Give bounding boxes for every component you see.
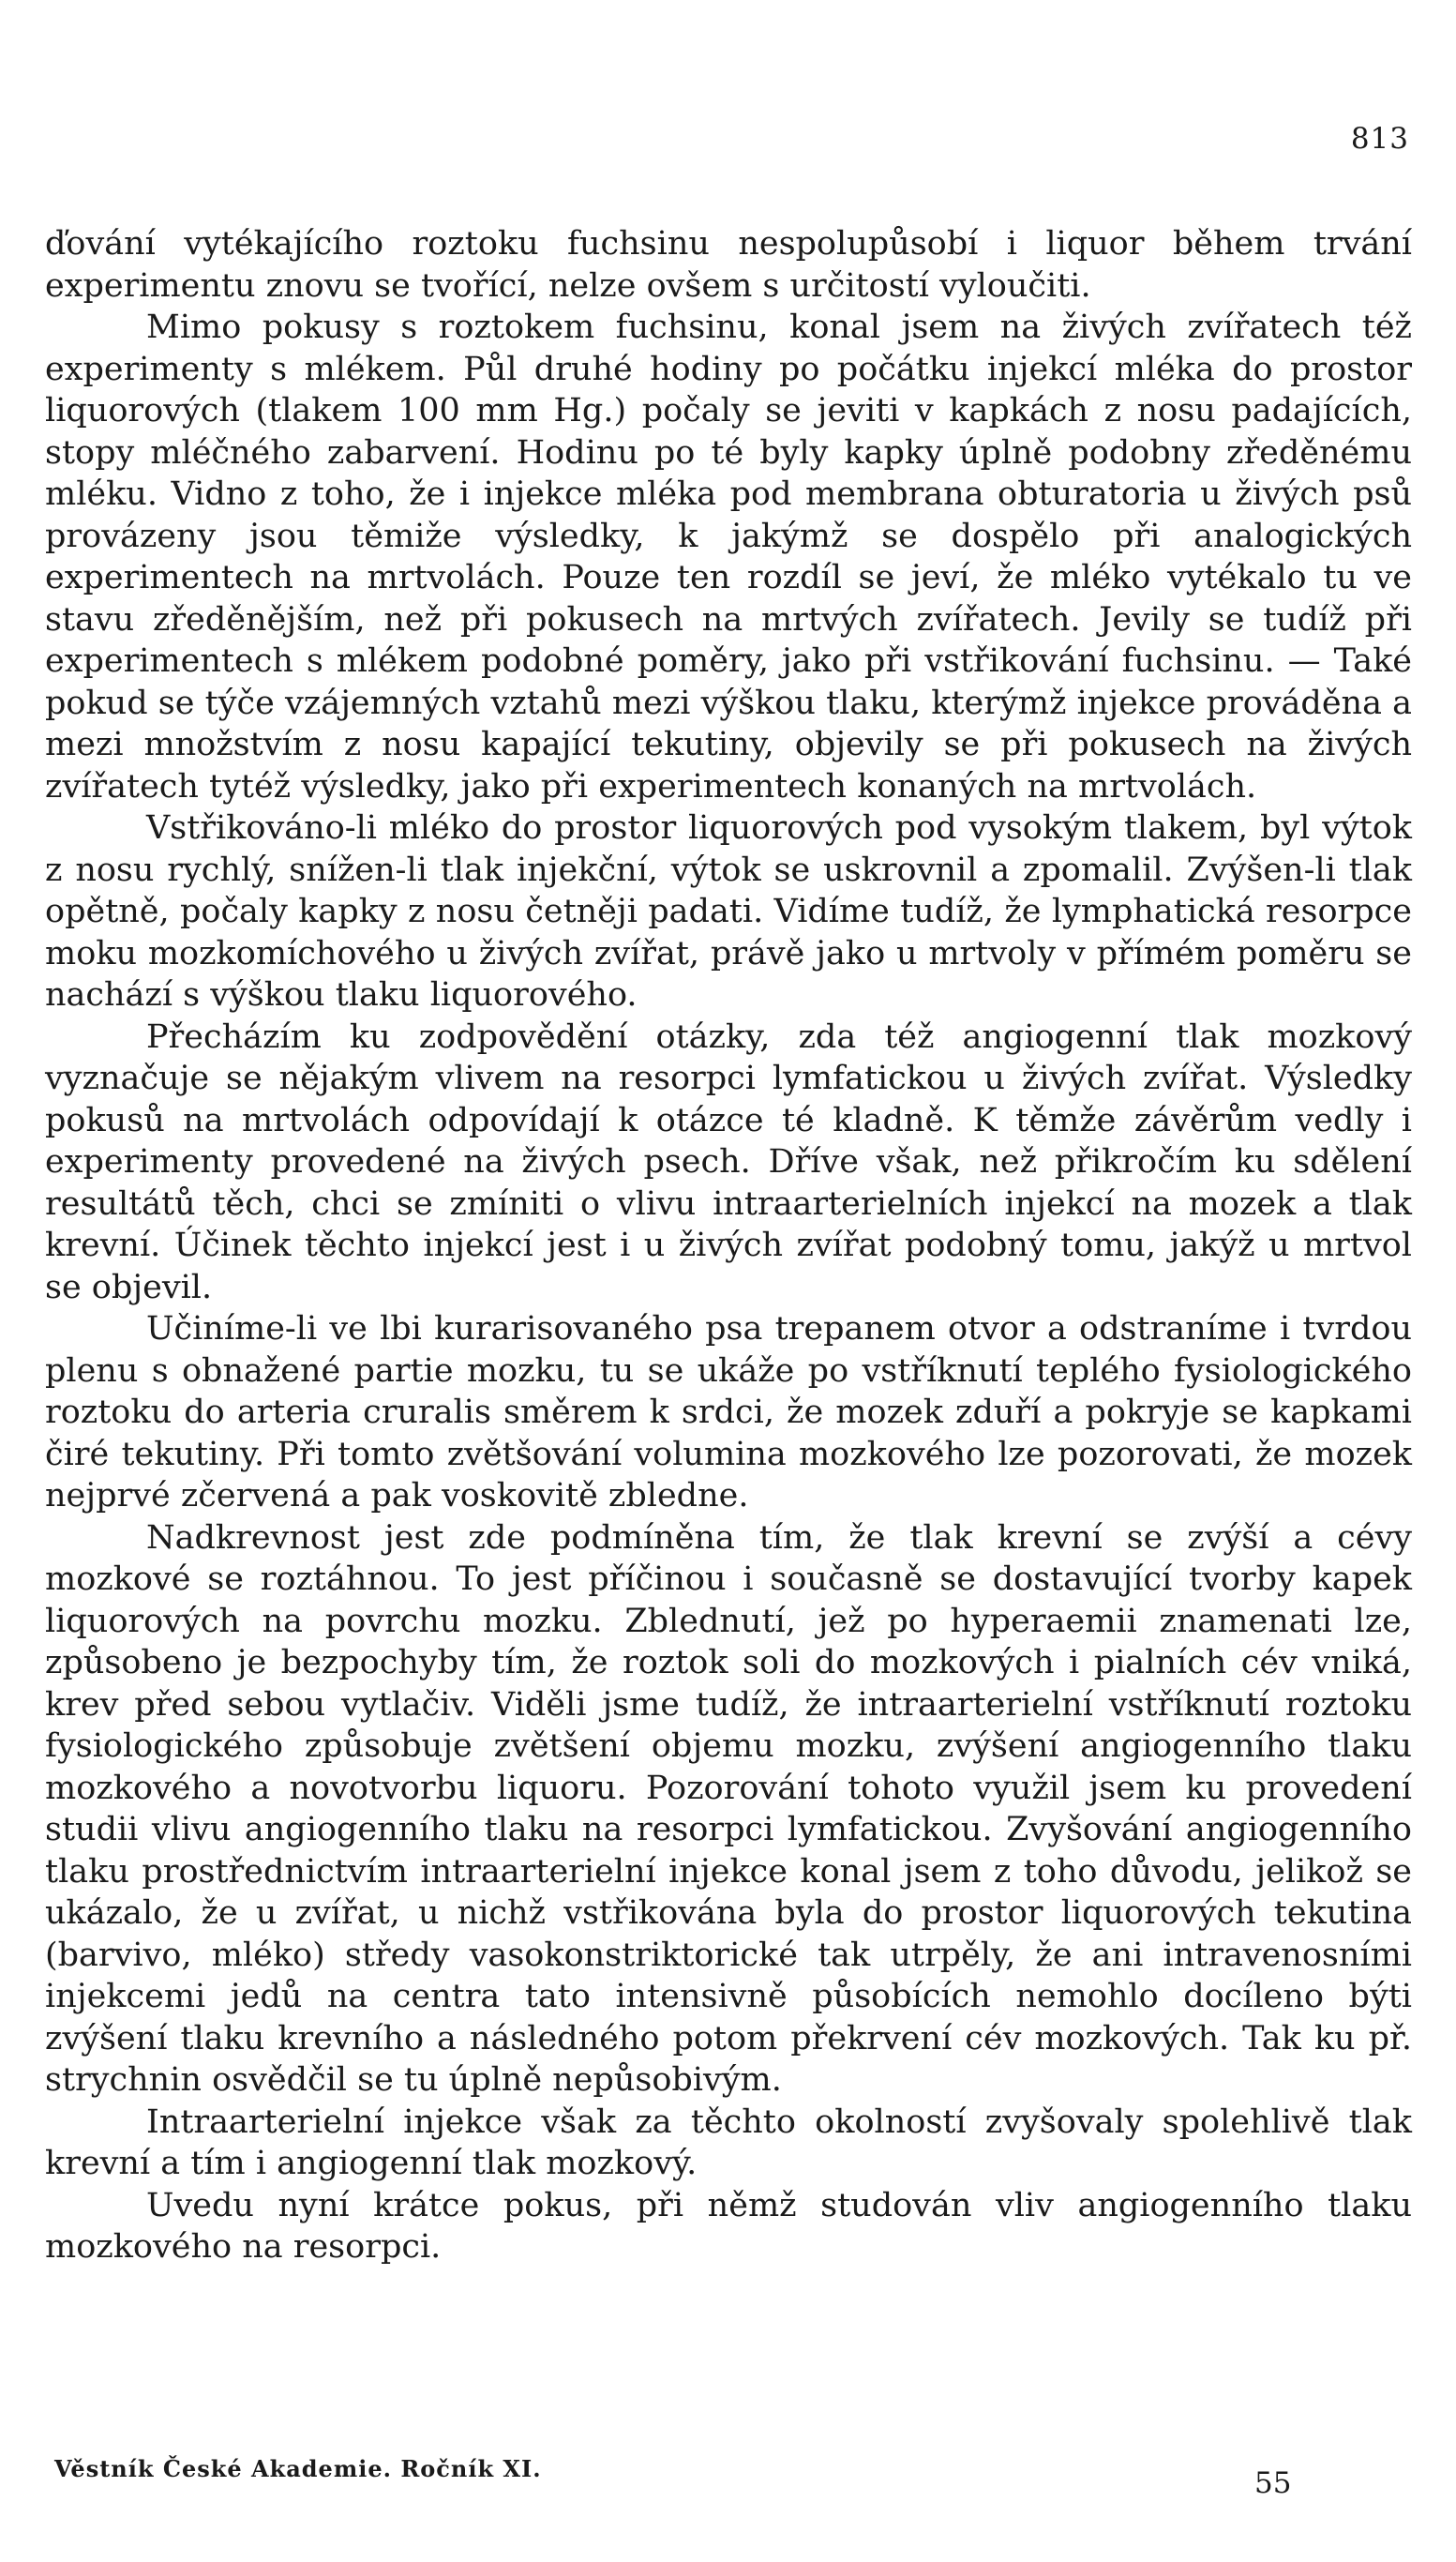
paragraph: Mimo pokusy s roztokem fuchsinu, konal jsem na živých zvířatech též experimenty s mlékem. Půl druhé hodiny po počátku injekcí mléka do prostor liquorových (tlakem 100 mm Hg.) počaly se jeviti v kapkách z nosu padajících, stopy mléčného zabarvení. Hodinu po té byly kapky úplně podobny zředěnému mléku. Vidno z toho, že i injekce mléka pod membrana obturatoria u živých psů provázeny jsou těmiže výsledky, k jakýmž se dospělo při analogických experimentech na mrtvolách. Pouze ten rozdíl se jeví, že mléko vytékalo tu ve stavu zředěnějším, než při pokusech na mrtvých zvířatech. Jevily se tudíž při experimentech s mlékem podobné poměry, jako při vstřikování fuchsinu. — Také pokud se týče vzájemných vztahů mezi výškou tlaku, kterýmž injekce prováděna a mezi množstvím z nosu kapající tekutiny, objevily se při pokusech na živých zvířatech tytéž výsledky, jako při experimentech konaných na mrtvolách.	[45, 309, 1412, 806]
paragraph: ďování vytékajícího roztoku fuchsinu nespolupůsobí i liquor během trvání experimentu znovu se tvořící, nelze ovšem s určitostí vyloučiti.	[45, 225, 1412, 305]
body-text	[45, 223, 1412, 2268]
signature-mark: 55	[1254, 2466, 1292, 2500]
journal-footer: Věstník České Akademie. Ročník XI.	[54, 2455, 542, 2482]
paragraph: Nadkrevnost jest zde podmíněna tím, že tlak krevní se zvýší a cévy mozkové se roztáhnou. To jest příčinou i současně se dostavující tvorby kapek liquorových na povrchu mozku. Zblednutí, jež po hyperaemii znamenati lze, způsobeno je bezpochyby tím, že roztok soli do mozkových i pialních cév vniká, krev před sebou vytlačiv. Viděli jsme tudíž, že intraarterielní vstříknutí roztoku fysiologického způsobuje zvětšení objemu mozku, zvýšení angiogenního tlaku mozkového a novotvorbu liquoru. Pozorování tohoto využil jsem ku provedení studii vlivu angiogenního tlaku na resorpci lymfatickou. Zvyšování angiogenního tlaku prostřednictvím intraarterielní injekce konal jsem z toho důvodu, jelikož se ukázalo, že u zvířat, u nichž vstřikována byla do prostor liquorových tekutina (barvivo, mléko) středy vasokonstriktorické tak utrpěly, že ani intravenosními injekcemi jedů na centra tato intensivně působících nemohlo docíleno býti zvýšení tlaku krevního a následného potom překrvení cév mozkových. Tak ku př. strychnin osvědčil se tu úplně nepůsobivým.	[45, 1518, 1412, 2099]
paragraph: Vstřikováno-li mléko do prostor liquorových pod vysokým tlakem, byl výtok z nosu rychlý, snížen-li tlak injekční, výtok se uskrovnil a zpomalil. Zvýšen-li tlak opětně, počaly kapky z nosu četněji padati. Vidíme tudíž, že lymphatická resorpce moku mozkomíchového u živých zvířat, právě jako u mrtvoly v přímém poměru se nachází s výškou tlaku liquorového.	[45, 809, 1412, 1014]
paragraph: Uvedu nyní krátce pokus, při němž studován vliv angiogenního tlaku mozkového na resorpci.	[45, 2186, 1412, 2266]
page-number: 813	[1350, 122, 1409, 156]
paragraph: Intraarterielní injekce však za těchto okolností zvyšovaly spolehlivě tlak krevní a tím i angiogenní tlak mozkový.	[45, 2102, 1412, 2182]
paragraph: Přecházím ku zodpovědění otázky, zda též angiogenní tlak mozkový vyznačuje se nějakým vlivem na resorpci lymfatickou u živých zvířat. Výsledky pokusů na mrtvolách odpovídají k otázce té kladně. K těmže závěrům vedly i experimenty provedené na živých psech. Dříve však, než přikročím ku sdělení resultátů těch, chci se zmíniti o vlivu intraarterielních injekcí na mozek a tlak krevní. Účinek těchto injekcí jest i u živých zvířat podobný tomu, jakýž u mrtvol se objevil.	[45, 1017, 1412, 1306]
paragraph: Učiníme-li ve lbi kurarisovaného psa trepanem otvor a odstraníme i tvrdou plenu s obnažené partie mozku, tu se ukáže po vstříknutí teplého fysiologického roztoku do arteria cruralis směrem k srdci, že mozek zduří a pokryje se kapkami čiré tekutiny. Při tomto zvětšování volumina mozkového lze pozorovati, že mozek nejprvé zčervená a pak voskovitě zbledne.	[45, 1310, 1412, 1515]
